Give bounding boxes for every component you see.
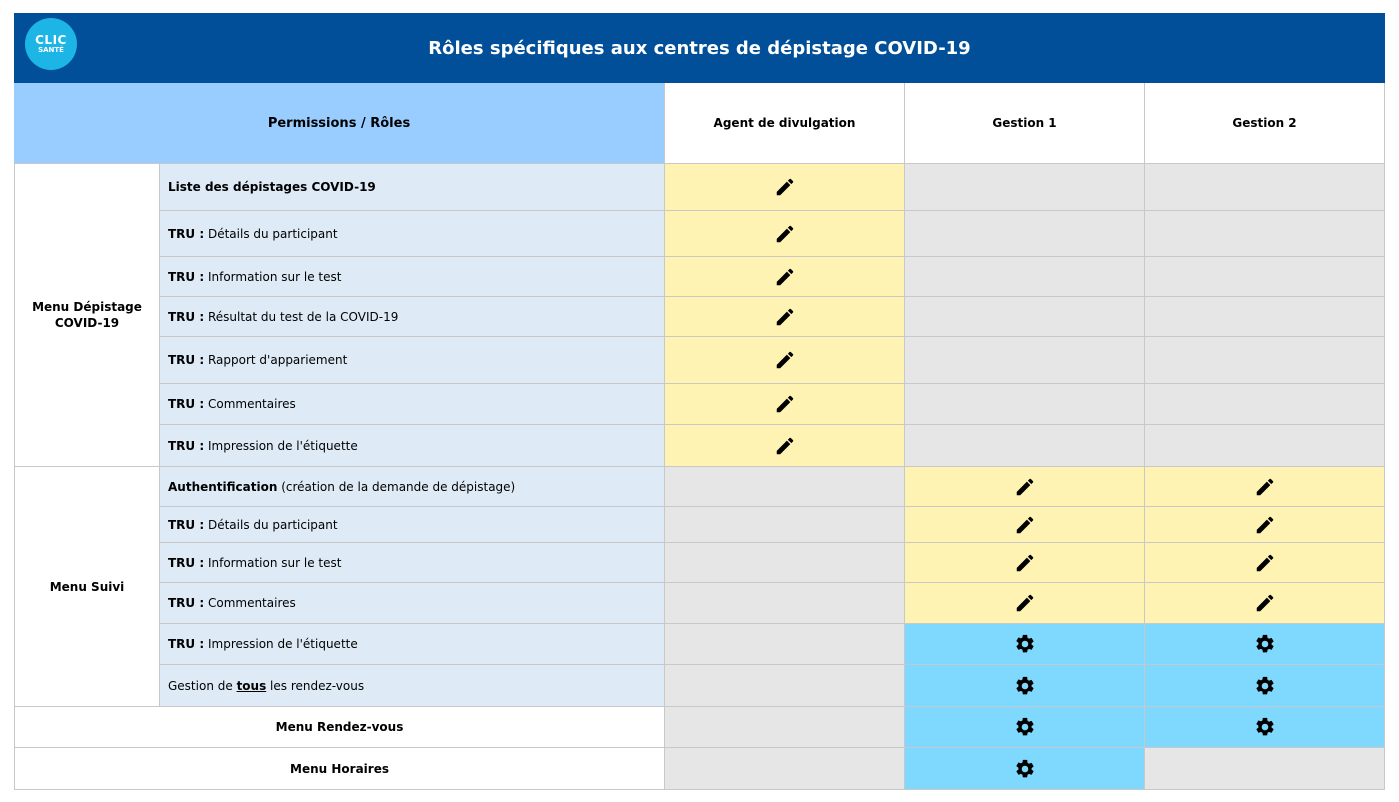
logo-text-top: CLIC — [35, 33, 67, 47]
permission-cell-none — [1145, 164, 1385, 211]
permission-cell-edit — [665, 257, 905, 297]
permission-cell-none — [905, 164, 1145, 211]
permission-cell-none — [665, 707, 905, 748]
permission-row-label — [160, 425, 665, 467]
permission-cell-edit — [665, 337, 905, 384]
permission-row-label — [160, 257, 665, 297]
permission-cell-none — [1145, 425, 1385, 467]
group-label: Menu Suivi — [49, 579, 125, 594]
permission-cell-none — [665, 507, 905, 543]
permission-cell-none — [1145, 337, 1385, 384]
row-label-bold: TRU : — [168, 397, 205, 411]
permission-row-label — [160, 164, 665, 211]
permission-row-label — [160, 467, 665, 507]
pencil-icon — [774, 393, 796, 415]
row-label-text — [168, 310, 398, 324]
row-label-rest: (création de la demande de dépistage) — [277, 479, 516, 494]
row-label-rest: Détails du participant — [204, 226, 338, 241]
pencil-icon — [1014, 514, 1036, 536]
group-menu-horaires — [14, 748, 665, 790]
pencil-icon — [1254, 592, 1276, 614]
group-label: Menu Horaires — [290, 761, 389, 776]
role-header-label: Agent de divulgation — [713, 116, 856, 130]
permission-cell-none — [905, 425, 1145, 467]
row-label-text — [168, 227, 338, 241]
role-header-gestion-2 — [1145, 83, 1385, 164]
row-label-bold: TRU : — [168, 353, 205, 367]
group-menu-depistage — [14, 164, 160, 467]
permission-cell-config — [1145, 707, 1385, 748]
role-header-label: Gestion 1 — [992, 116, 1057, 130]
permission-cell-edit — [665, 211, 905, 257]
row-label-rest: Information sur le test — [204, 269, 342, 284]
pencil-icon — [1014, 552, 1036, 574]
row-label-bold: TRU : — [168, 269, 205, 284]
role-header-label: Gestion 2 — [1232, 116, 1297, 130]
permission-row-label — [160, 297, 665, 337]
permission-cell-none — [905, 211, 1145, 257]
row-label-rest: Impression de l'étiquette — [204, 438, 358, 453]
row-label-rest: Commentaires — [204, 596, 296, 610]
permission-cell-none — [905, 297, 1145, 337]
permission-cell-edit — [905, 543, 1145, 583]
permission-row-label — [160, 624, 665, 665]
permission-cell-none — [1145, 211, 1385, 257]
row-label-bold: TRU : — [168, 517, 205, 532]
permission-cell-none — [1145, 257, 1385, 297]
permission-cell-none — [905, 384, 1145, 425]
row-label-emphasis: tous — [236, 678, 267, 693]
row-label-bold: TRU : — [168, 309, 205, 324]
role-header-gestion-1 — [905, 83, 1145, 164]
row-label-text — [168, 270, 341, 284]
permission-cell-edit — [665, 164, 905, 211]
row-label-text — [168, 679, 364, 693]
row-label-rest: Impression de l'étiquette — [204, 637, 358, 651]
permission-cell-none — [665, 748, 905, 790]
permission-cell-none — [1145, 384, 1385, 425]
permission-row-label — [160, 583, 665, 624]
pencil-icon — [774, 435, 796, 457]
gear-icon — [1014, 633, 1036, 655]
row-label-text — [168, 180, 376, 194]
permission-cell-edit — [665, 384, 905, 425]
row-label-text — [168, 556, 341, 570]
row-label-text — [168, 480, 515, 494]
row-label-text — [168, 518, 338, 532]
permission-cell-edit — [665, 425, 905, 467]
pencil-icon — [1254, 476, 1276, 498]
row-label-bold: Authentification — [168, 479, 278, 494]
row-label-bold: TRU : — [168, 596, 205, 610]
pencil-icon — [774, 266, 796, 288]
pencil-icon — [774, 349, 796, 371]
row-label-text — [168, 353, 347, 367]
row-label-text — [168, 439, 358, 453]
group-label: Menu Rendez-vous — [275, 720, 404, 734]
row-label-bold: TRU : — [168, 637, 205, 651]
permission-cell-edit — [1145, 543, 1385, 583]
permission-cell-edit — [905, 507, 1145, 543]
permission-cell-edit — [1145, 507, 1385, 543]
permission-cell-config — [905, 748, 1145, 790]
permission-cell-none — [665, 467, 905, 507]
gear-icon — [1254, 716, 1276, 738]
row-label-rest: Information sur le test — [204, 555, 342, 570]
pencil-icon — [1014, 476, 1036, 498]
row-label-rest: Rapport d'appariement — [204, 353, 348, 367]
permission-cell-none — [905, 337, 1145, 384]
role-header-agent — [665, 83, 905, 164]
page-title: Rôles spécifiques aux centres de dépistage COVID-19 — [428, 37, 971, 59]
permission-cell-none — [665, 624, 905, 665]
row-label-bold: TRU : — [168, 438, 205, 453]
row-label-bold: TRU : — [168, 555, 205, 570]
permission-cell-edit — [665, 297, 905, 337]
row-label-post: les rendez-vous — [266, 678, 365, 693]
permission-cell-config — [905, 624, 1145, 665]
gear-icon — [1014, 716, 1036, 738]
gear-icon — [1014, 758, 1036, 780]
permissions-table — [14, 13, 1385, 790]
row-label-text — [168, 596, 296, 610]
permission-row-label — [160, 543, 665, 583]
row-label-pre: Gestion de — [168, 678, 237, 693]
permission-cell-edit — [1145, 583, 1385, 624]
clic-sante-logo — [25, 18, 77, 70]
permission-cell-none — [665, 665, 905, 707]
permission-cell-edit — [905, 583, 1145, 624]
row-label-text — [168, 637, 358, 651]
group-menu-rendez-vous — [14, 707, 665, 748]
permission-cell-config — [905, 665, 1145, 707]
row-label-rest: Commentaires — [204, 397, 296, 411]
gear-icon — [1254, 633, 1276, 655]
row-label-bold: TRU : — [168, 226, 205, 241]
pencil-icon — [774, 306, 796, 328]
pencil-icon — [774, 223, 796, 245]
permission-cell-none — [905, 257, 1145, 297]
group-label: Menu Dépistage COVID-19 — [32, 300, 142, 330]
row-label-bold: Liste des dépistages COVID-19 — [168, 180, 376, 194]
pencil-icon — [774, 176, 796, 198]
table-header — [14, 13, 1385, 83]
gear-icon — [1014, 675, 1036, 697]
permission-row-label — [160, 337, 665, 384]
permission-cell-none — [665, 583, 905, 624]
permission-cell-edit — [905, 467, 1145, 507]
logo-text-bottom: SANTÉ — [38, 46, 64, 54]
row-label-rest: Détails du participant — [204, 517, 338, 532]
permission-cell-config — [905, 707, 1145, 748]
permissions-header-label: Permissions / Rôles — [267, 115, 411, 131]
permission-cell-none — [665, 543, 905, 583]
permission-cell-edit — [1145, 467, 1385, 507]
row-label-rest: Résultat du test de la COVID-19 — [204, 309, 399, 324]
pencil-icon — [1014, 592, 1036, 614]
pencil-icon — [1254, 514, 1276, 536]
gear-icon — [1254, 675, 1276, 697]
permission-row-label — [160, 507, 665, 543]
permission-cell-none — [1145, 297, 1385, 337]
group-menu-suivi — [14, 467, 160, 707]
permission-row-label — [160, 211, 665, 257]
pencil-icon — [1254, 552, 1276, 574]
permission-cell-none — [1145, 748, 1385, 790]
row-label-text — [168, 397, 296, 411]
permission-cell-config — [1145, 624, 1385, 665]
permissions-column-header — [14, 83, 665, 164]
permission-cell-config — [1145, 665, 1385, 707]
permission-row-label — [160, 384, 665, 425]
permission-row-label — [160, 665, 665, 707]
